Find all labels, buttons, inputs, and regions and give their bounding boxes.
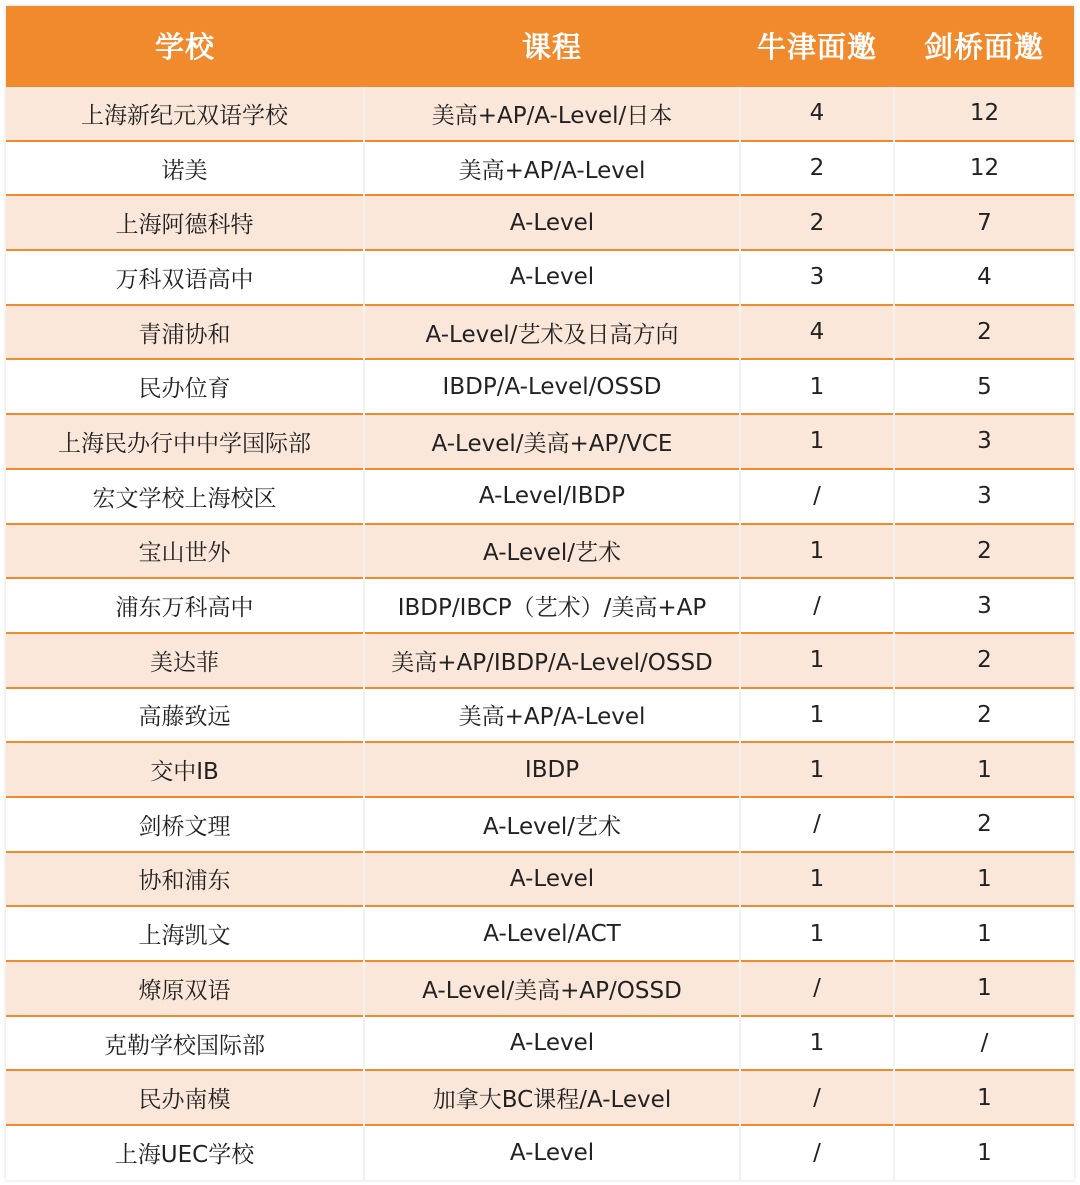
table-row	[6, 141, 1074, 196]
cell-oxford: 3	[740, 250, 894, 305]
cell-oxford: 1	[740, 852, 894, 907]
cell-cambridge: 1	[894, 852, 1074, 907]
cell-oxford: /	[740, 578, 894, 633]
cell-course: A-Level/艺术	[364, 797, 740, 852]
cell-school: 美达菲	[6, 633, 364, 688]
cell-school: 上海新纪元双语学校	[6, 86, 364, 141]
cell-oxford: /	[740, 1070, 894, 1125]
cell-school: 燎原双语	[6, 961, 364, 1016]
cell-course: A-Level	[364, 1125, 740, 1180]
cell-school: 上海民办行中中学国际部	[6, 414, 364, 469]
cell-school: 克勒学校国际部	[6, 1016, 364, 1071]
cell-school: 剑桥文理	[6, 797, 364, 852]
cell-course: 加拿大BC课程/A-Level	[364, 1070, 740, 1125]
cell-cambridge: 7	[894, 195, 1074, 250]
cell-school: 上海阿德科特	[6, 195, 364, 250]
cell-school: 高藤致远	[6, 688, 364, 743]
cell-oxford: 1	[740, 1016, 894, 1071]
cell-course: A-Level/艺术	[364, 524, 740, 579]
table-row	[6, 469, 1074, 524]
cell-course: A-Level/美高+AP/VCE	[364, 414, 740, 469]
cell-cambridge: 12	[894, 141, 1074, 196]
table-row	[6, 414, 1074, 469]
cell-cambridge: 4	[894, 250, 1074, 305]
table-body	[6, 86, 1074, 1180]
school-interview-table	[6, 6, 1074, 1180]
table-row	[6, 250, 1074, 305]
cell-cambridge: 1	[894, 906, 1074, 961]
cell-cambridge: 3	[894, 578, 1074, 633]
cell-school: 交中IB	[6, 742, 364, 797]
table-row	[6, 633, 1074, 688]
cell-course: A-Level	[364, 1016, 740, 1071]
cell-course: A-Level	[364, 852, 740, 907]
cell-school: 万科双语高中	[6, 250, 364, 305]
table-row	[6, 524, 1074, 579]
cell-cambridge: /	[894, 1016, 1074, 1071]
cell-course: A-Level	[364, 195, 740, 250]
table-row	[6, 852, 1074, 907]
header-oxford-interviews: 牛津面邀	[756, 30, 877, 64]
table-row	[6, 1016, 1074, 1071]
header-row	[6, 6, 1074, 86]
cell-cambridge: 1	[894, 742, 1074, 797]
cell-oxford: 1	[740, 359, 894, 414]
table-row	[6, 1125, 1074, 1180]
cell-oxford: 2	[740, 141, 894, 196]
table-row	[6, 742, 1074, 797]
table-row	[6, 797, 1074, 852]
cell-oxford: 1	[740, 414, 894, 469]
cell-oxford: /	[740, 469, 894, 524]
cell-oxford: /	[740, 797, 894, 852]
cell-cambridge: 1	[894, 1125, 1074, 1180]
table-row	[6, 906, 1074, 961]
cell-course: IBDP/IBCP（艺术）/美高+AP	[364, 578, 740, 633]
cell-cambridge: 5	[894, 359, 1074, 414]
cell-course: A-Level	[364, 250, 740, 305]
table-row	[6, 1070, 1074, 1125]
table-row	[6, 305, 1074, 360]
cell-cambridge: 2	[894, 305, 1074, 360]
cell-cambridge: 2	[894, 688, 1074, 743]
table-row	[6, 195, 1074, 250]
cell-oxford: 4	[740, 305, 894, 360]
cell-cambridge: 1	[894, 1070, 1074, 1125]
cell-oxford: 1	[740, 633, 894, 688]
cell-oxford: 1	[740, 688, 894, 743]
cell-oxford: /	[740, 961, 894, 1016]
cell-oxford: 1	[740, 524, 894, 579]
cell-course: 美高+AP/A-Level/日本	[364, 86, 740, 141]
cell-oxford: 1	[740, 906, 894, 961]
school-interview-table-container	[6, 6, 1074, 1180]
cell-cambridge: 2	[894, 524, 1074, 579]
cell-course: A-Level/美高+AP/OSSD	[364, 961, 740, 1016]
header-course: 课程	[521, 30, 582, 64]
cell-cambridge: 2	[894, 633, 1074, 688]
cell-course: IBDP/A-Level/OSSD	[364, 359, 740, 414]
cell-course: 美高+AP/A-Level	[364, 688, 740, 743]
cell-cambridge: 1	[894, 961, 1074, 1016]
cell-school: 上海凯文	[6, 906, 364, 961]
cell-school: 宏文学校上海校区	[6, 469, 364, 524]
cell-cambridge: 3	[894, 469, 1074, 524]
table-header	[6, 6, 1074, 86]
header-school: 学校	[154, 30, 215, 64]
cell-school: 协和浦东	[6, 852, 364, 907]
cell-course: A-Level/艺术及日高方向	[364, 305, 740, 360]
cell-school: 诺美	[6, 141, 364, 196]
cell-school: 浦东万科高中	[6, 578, 364, 633]
cell-course: IBDP	[364, 742, 740, 797]
cell-school: 民办南模	[6, 1070, 364, 1125]
cell-course: 美高+AP/A-Level	[364, 141, 740, 196]
table-row	[6, 688, 1074, 743]
cell-oxford: /	[740, 1125, 894, 1180]
cell-course: A-Level/IBDP	[364, 469, 740, 524]
cell-cambridge: 2	[894, 797, 1074, 852]
cell-course: A-Level/ACT	[364, 906, 740, 961]
cell-school: 宝山世外	[6, 524, 364, 579]
cell-school: 民办位育	[6, 359, 364, 414]
header-cambridge-interviews: 剑桥面邀	[923, 30, 1044, 64]
cell-cambridge: 12	[894, 86, 1074, 141]
cell-oxford: 1	[740, 742, 894, 797]
table-row	[6, 86, 1074, 141]
cell-oxford: 2	[740, 195, 894, 250]
cell-school: 青浦协和	[6, 305, 364, 360]
cell-oxford: 4	[740, 86, 894, 141]
cell-cambridge: 3	[894, 414, 1074, 469]
cell-course: 美高+AP/IBDP/A-Level/OSSD	[364, 633, 740, 688]
table-row	[6, 359, 1074, 414]
table-row	[6, 578, 1074, 633]
table-row	[6, 961, 1074, 1016]
cell-school: 上海UEC学校	[6, 1125, 364, 1180]
